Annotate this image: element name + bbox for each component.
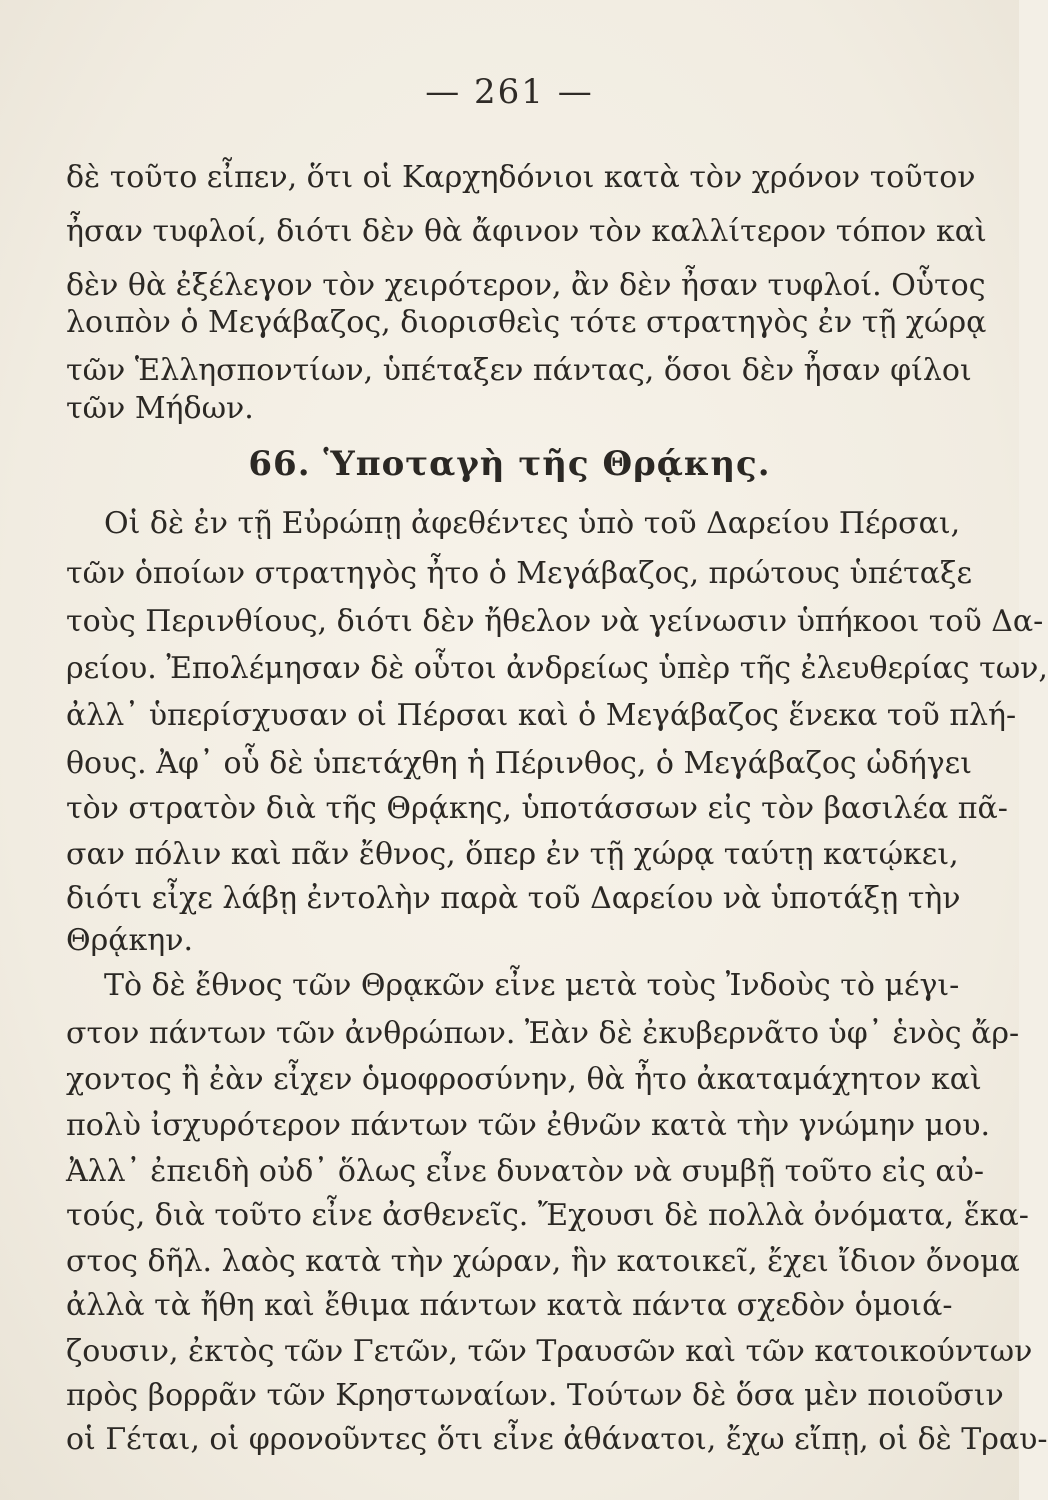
text-line: διότι εἶχε λάβῃ ἐντολὴν παρὰ τοῦ Δαρείου νὰ ὑποτάξῃ τὴν: [66, 881, 961, 916]
text-line: στος δῆλ. λαὸς κατὰ τὴν χώραν, ἣν κατοικεῖ, ἔχει ἴδιον ὄνομα: [66, 1244, 1020, 1279]
text-line: πρὸς βορρᾶν τῶν Κρηστωναίων. Τούτων δὲ ὅσα μὲν ποιοῦσιν: [66, 1378, 1004, 1413]
text-line: τῶν ὁποίων στρατηγὸς ἦτο ὁ Μεγάβαζος, πρώτους ὑπέταξε: [66, 556, 973, 591]
text-line: τοὺς Περινθίους, διότι δὲν ἤθελον νὰ γείνωσιν ὑπήκοοι τοῦ Δα-: [66, 604, 1044, 639]
text-line: χοντος ἢ ἐὰν εἶχεν ὁμοφροσύνην, θὰ ἦτο ἀκαταμάχητον καὶ: [66, 1062, 982, 1097]
text-line: Οἱ δὲ ἐν τῇ Εὐρώπῃ ἀφεθέντες ὑπὸ τοῦ Δαρείου Πέρσαι,: [104, 506, 961, 541]
text-line: δὲ τοῦτο εἶπεν, ὅτι οἱ Καρχηδόνιοι κατὰ τὸν χρόνον τοῦτον: [66, 160, 976, 195]
text-line: τῶν Μήδων.: [66, 391, 254, 426]
text-line: στον πάντων τῶν ἀνθρώπων. Ἐὰν δὲ ἐκυβερνᾶτο ὑφ᾽ ἑνὸς ἄρ-: [66, 1016, 1020, 1051]
text-line: οἱ Γέται, οἱ φρονοῦντες ὅτι εἶνε ἀθάνατοι, ἔχω εἴπῃ, οἱ δὲ Τραυ-: [66, 1422, 1048, 1457]
text-line: ζουσιν, ἐκτὸς τῶν Γετῶν, τῶν Τραυσῶν καὶ τῶν κατοικούντων: [66, 1334, 1033, 1369]
section-heading: 66. Ὑποταγὴ τῆς Θρᾴκης.: [248, 444, 771, 484]
text-line: Τὸ δὲ ἔθνος τῶν Θρᾳκῶν εἶνε μετὰ τοὺς Ἰνδοὺς τὸ μέγι-: [104, 968, 960, 1003]
text-line: τὸν στρατὸν διὰ τῆς Θρᾴκης, ὑποτάσσων εἰς τὸν βασιλέα πᾶ-: [66, 791, 1008, 826]
text-line: ἦσαν τυφλοί, διότι δὲν θὰ ἄφινον τὸν καλλίτερον τόπον καὶ: [66, 214, 987, 249]
text-line: δὲν θὰ ἐξέλεγον τὸν χειρότερον, ἂν δὲν ἦσαν τυφλοί. Οὗτος: [66, 268, 986, 303]
text-line: Ἀλλ᾽ ἐπειδὴ οὐδ᾽ ὅλως εἶνε δυνατὸν νὰ συμβῇ τοῦτο εἰς αὐ-: [66, 1154, 985, 1189]
text-line: ἀλλὰ τὰ ἤθη καὶ ἔθιμα πάντων κατὰ πάντα σχεδὸν ὁμοιά-: [66, 1288, 953, 1323]
page-number: — 261 —: [425, 72, 594, 112]
text-line: Θρᾴκην.: [66, 923, 193, 958]
text-line: σαν πόλιν καὶ πᾶν ἔθνος, ὅπερ ἐν τῇ χώρᾳ ταύτῃ κατῴκει,: [66, 837, 959, 872]
text-line: θους. Ἀφ᾽ οὗ δὲ ὑπετάχθη ἡ Πέρινθος, ὁ Μεγάβαζος ὡδήγει: [66, 746, 972, 781]
text-line: λοιπὸν ὁ Μεγάβαζος, διορισθεὶς τότε στρατηγὸς ἐν τῇ χώρᾳ: [66, 305, 987, 340]
text-line: ἀλλ᾽ ὑπερίσχυσαν οἱ Πέρσαι καὶ ὁ Μεγάβαζος ἕνεκα τοῦ πλή-: [66, 698, 1017, 733]
text-line: πολὺ ἰσχυρότερον πάντων τῶν ἐθνῶν κατὰ τὴν γνώμην μου.: [66, 1108, 990, 1143]
text-line: τούς, διὰ τοῦτο εἶνε ἀσθενεῖς. Ἔχουσι δὲ πολλὰ ὀνόματα, ἕκα-: [66, 1198, 1029, 1233]
text-line: ρείου. Ἐπολέμησαν δὲ οὗτοι ἀνδρείως ὑπὲρ τῆς ἐλευθερίας των,: [66, 651, 1048, 686]
text-line: τῶν Ἑλλησποντίων, ὑπέταξεν πάντας, ὅσοι δὲν ἦσαν φίλοι: [66, 353, 972, 388]
